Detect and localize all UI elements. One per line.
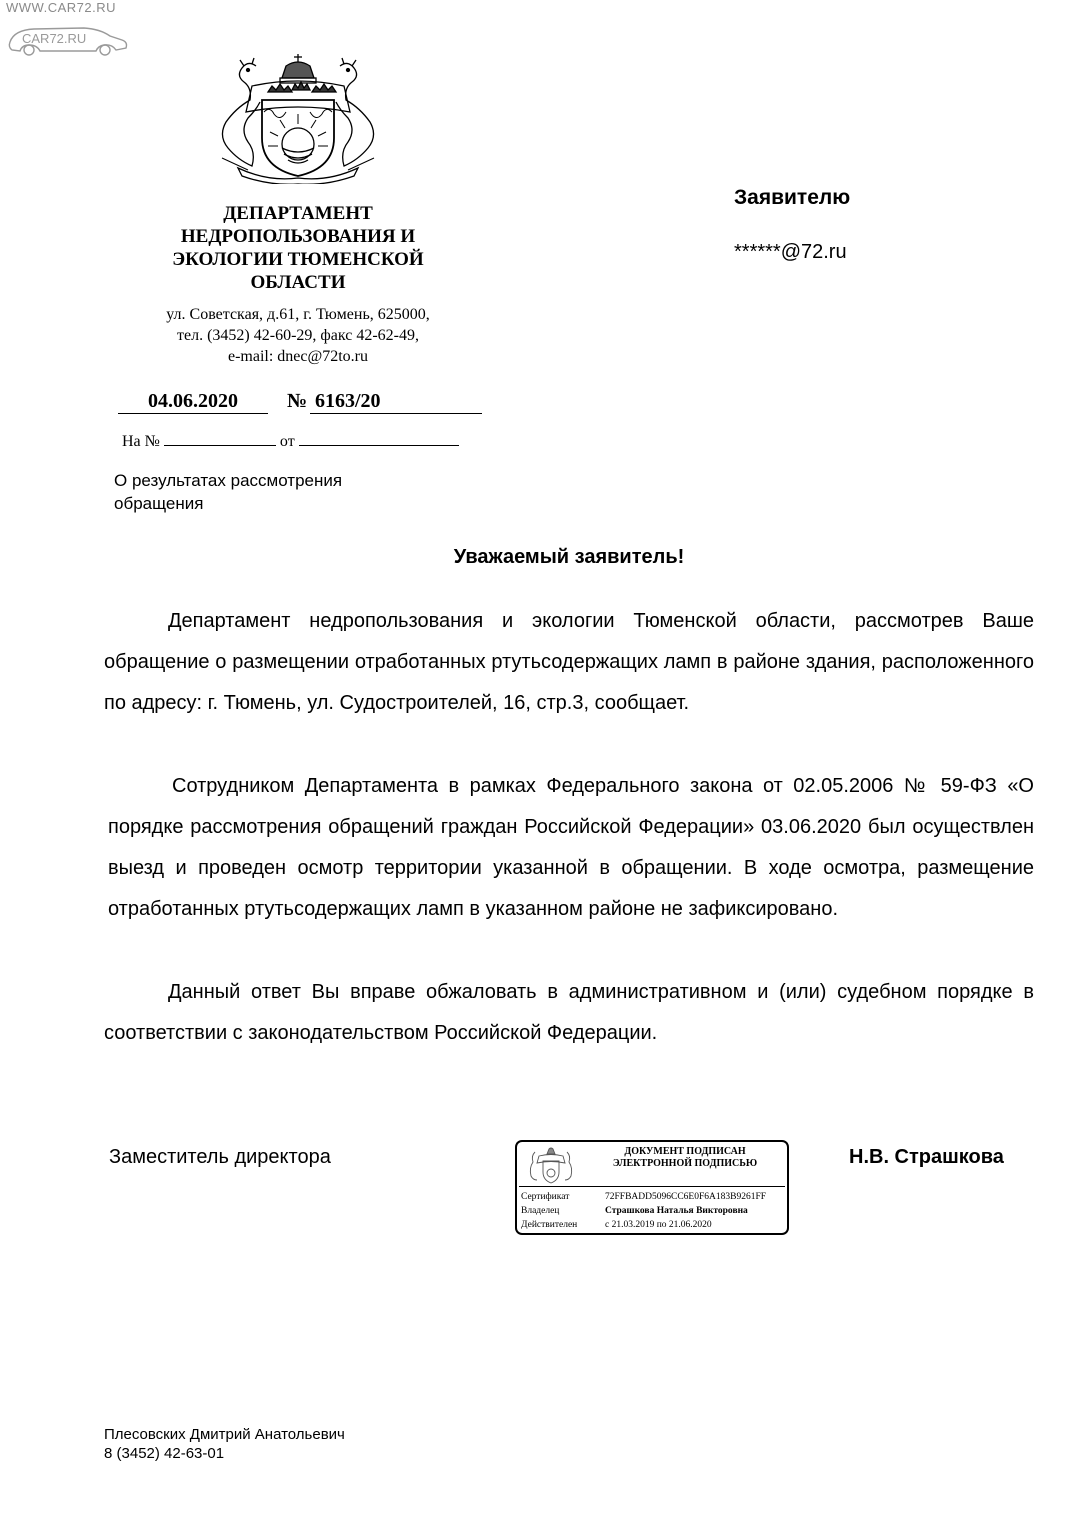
stamp-certificate-value: 72FFBADD5096CC6E0F6A183B9261FF — [605, 1192, 767, 1202]
body-paragraph-1 — [104, 601, 1034, 724]
stamp-emblem-icon — [523, 1146, 579, 1186]
coat-of-arms-emblem — [208, 52, 388, 184]
body-paragraph-1-text: Департамент недропользования и экологии Тюменской области, рассмотрев Ваше обращение о размещении отработанных ртутьсодержащих ламп в районе здания, расположенного по адресу: г. Тюмень, ул. Судостроителей, 16, стр.3, сообщает. — [104, 610, 1034, 714]
registration-date: 04.06.2020 — [118, 389, 268, 414]
watermark-logo — [4, 20, 132, 56]
letter-subject: О результатах рассмотрения обращения — [114, 471, 343, 513]
addressee-label: Заявителю — [734, 186, 851, 209]
watermark-logo-text: CAR72.RU — [22, 31, 87, 46]
registration-number-value: 6163/20 — [315, 390, 381, 412]
signer-position: Заместитель директора — [109, 1146, 331, 1168]
body-paragraph-3-text: Данный ответ Вы вправе обжаловать в административном и (или) судебном порядке в соответствии с законодательством Российской Федерации. — [104, 981, 1034, 1044]
reference-number-blank — [164, 431, 276, 446]
department-name: ДЕПАРТАМЕНТ НЕДРОПОЛЬЗОВАНИЯ И ЭКОЛОГИИ ТЮМЕНСКОЙ ОБЛАСТИ — [172, 203, 424, 293]
registration-number-label: № — [287, 390, 308, 412]
watermark-text: WWW.CAR72.RU — [6, 0, 116, 15]
stamp-validity-row — [521, 1219, 712, 1231]
registration-number — [310, 389, 482, 414]
stamp-validity-label: Действителен — [521, 1220, 578, 1230]
executor-name: Плесовских Дмитрий Анатольевич — [104, 1426, 345, 1443]
address-line-street: ул. Советская, д.61, г. Тюмень, 625000, — [166, 306, 430, 323]
department-address — [120, 304, 476, 367]
executor-phone: 8 (3452) 42-63-01 — [104, 1445, 225, 1462]
stamp-certificate-row — [521, 1191, 766, 1203]
reference-prefix: На № — [122, 433, 160, 450]
reference-date-blank — [299, 431, 459, 446]
stamp-validity-value: с 21.03.2019 по 21.06.2020 — [605, 1220, 712, 1230]
body-paragraph-2 — [108, 766, 1034, 930]
addressee-email: ******@72.ru — [734, 241, 847, 263]
stamp-owner-label: Владелец — [521, 1206, 560, 1216]
salutation: Уважаемый заявитель! — [453, 546, 685, 568]
stamp-divider — [519, 1186, 785, 1187]
address-line-phone: тел. (3452) 42-60-29, факс 42-62-49, — [177, 327, 419, 344]
body-paragraph-2-text: Сотрудником Департамента в рамках Федерального закона от 02.05.2006 № 59-ФЗ «О порядке рассмотрения обращений граждан Российской Федерации» 03.06.2020 был осуществлен выезд и проведен осмотр территории указанной в обращении. В ходе осмотра, размещение отработанных ртутьсодержащих ламп в указанном районе не зафиксировано. — [108, 775, 1034, 920]
reference-from-label: от — [279, 433, 295, 450]
stamp-title: ДОКУМЕНТ ПОДПИСАН ЭЛЕКТРОННОЙ ПОДПИСЬЮ — [612, 1146, 758, 1169]
electronic-signature-stamp — [515, 1140, 789, 1235]
body-paragraph-3 — [104, 972, 1034, 1054]
stamp-owner-row — [521, 1205, 748, 1217]
stamp-certificate-label: Сертификат — [521, 1192, 570, 1202]
signer-name: Н.В. Страшкова — [849, 1146, 1004, 1168]
address-line-email: e-mail: dnec@72to.ru — [227, 348, 369, 365]
stamp-owner-value: Страшкова Наталья Викторовна — [605, 1206, 748, 1216]
reference-line — [122, 431, 459, 452]
